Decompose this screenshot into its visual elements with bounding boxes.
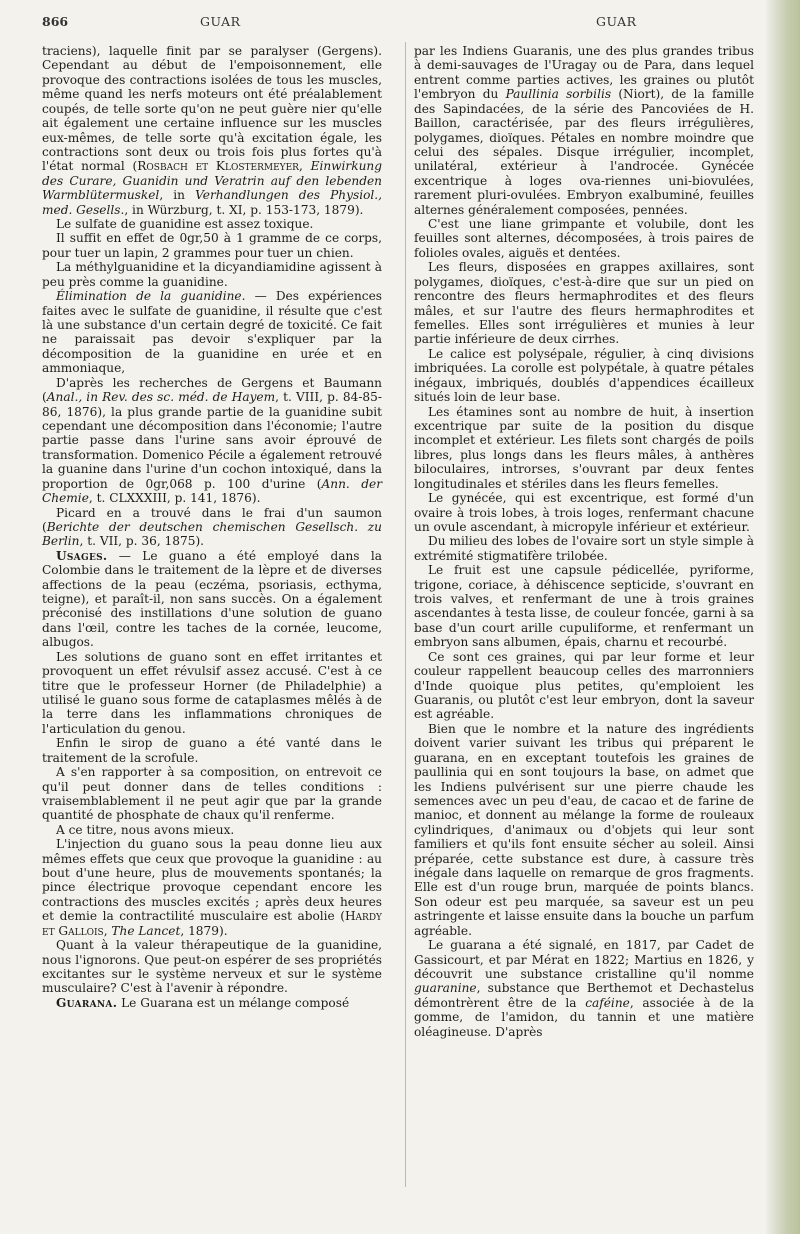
citation-title: Einwirkung des Curare, Guanidin und Veratrin auf den lebenden Warmblütermuskel xyxy=(42,159,383,203)
paragraph: Élimination de la guanidine. — Des expériences faites avec le sulfate de guanidine, il résulte que c'est là une substance d'un certain degré de toxicité. Ce fait ne paraissait pas devoir s'expliquer par la décomposition de la guanidine en urée et en ammoniaque, xyxy=(42,289,382,376)
paragraph: Enfin le sirop de guano a été vanté dans le traitement de la scrofule. xyxy=(42,736,382,765)
running-head-right: GUAR xyxy=(596,14,637,29)
entry-heading: Guarana. xyxy=(56,995,118,1010)
paragraph: La méthylguanidine et la dicyandiamidine agissent à peu près comme la guanidine. xyxy=(42,260,382,289)
paragraph: Il suffit en effet de 0gr,50 à 1 gramme de ce corps, pour tuer un lapin, 2 grammes pour tuer un chien. xyxy=(42,231,382,260)
paragraph: D'après les recherches de Gergens et Baumann (Anal., in Rev. des sc. méd. de Hayem, t. VIII, p. 84-85-86, 1876), la plus grande partie de la guanidine subit cependant une décomposition dans l'économie; l'autre partie passe dans l'urine sans avoir éprouvé de transformation. Domenico Pécile a également retrouvé la guanine dans l'urine d'un cochon intoxiqué, dans la proportion de 0gr,068 p. 100 d'urine (Ann. der Chemie, t. CLXXXIII, p. 141, 1876). xyxy=(42,375,382,506)
paragraph: traciens), laquelle finit par se paralyser (Gergens). Cependant au début de l'empoisonnement, elle provoque des contractions isolées de tous les muscles, même quand les nerfs moteurs ont été préalablement coupés, de telle sorte qu'on ne peut guère nier qu'elle ait également une certaine influence sur les muscles eux-mêmes, de telle sorte qu'à excitation égale, les contractions sont deux ou trois fois plus fortes qu'à l'état normal (Rosbach et Klostermeyer, Einwirkung des Curare, Guanidin und Veratrin auf den lebenden Warmblütermuskel, in Verhandlungen des Physiol., med. Gesells., in Würzburg, t. XI, p. 153-173, 1879). xyxy=(42,44,383,217)
paragraph: Le fruit est une capsule pédicellée, pyriforme, trigone, coriace, à déhiscence septicide, s'ouvrant en trois valves, et renfermant de une à trois graines ascendantes à testa lisse, de couleur foncée, garni à sa base d'un court arille cupuliforme, et renfermant un embryon sans albumen, épais, charnu et recourbé. xyxy=(414,563,754,650)
section-title: Élimination de la guanidine. xyxy=(56,289,246,304)
running-head-left: GUAR xyxy=(200,14,241,29)
paragraph: Bien que le nombre et la nature des ingrédients doivent varier suivant les tribus qui préparent le guarana, en en exceptant toutefois les graines de paullinia qui en sont toujours la base, on admet que les Indiens pulvérisent sur une pierre chaude les semences avec un peu d'eau, de cacao et de farine de manioc, et donnent au mélange la forme de rouleaux cylindriques, d'animaux ou d'objets qui leur sont familiers et qu'ils font ensuite sécher au soleil. Ainsi préparée, cette substance est dure, à cassure très inégale dans laquelle on remarque de gros fragments. Elle est d'un rouge brun, marquée de points blancs. Son odeur est peu marquée, sa saveur est un peu astringente et laisse ensuite dans la bouche un parfum agréable. xyxy=(414,721,754,938)
paragraph: Le guarana a été signalé, en 1817, par Cadet de Gassicourt, et par Mérat en 1822; Martius en 1826, y découvrit une substance cristalline qu'il nomme guaranine, substance que Berthemot et Dechastelus démontrèrent être de la caféine, associée à de la gomme, de l'amidon, du tannin et une matière oléagineuse. D'après xyxy=(414,938,754,1039)
paragraph: Les étamines sont au nombre de huit, à insertion excentrique par suite de la position du disque incomplet et extérieur. Les filets sont chargés de poils libres, plus longs dans les fleurs mâles, à anthères biloculaires, introrses, s'ouvrant par deux fentes longitudinales et stériles dans les fleurs femelles. xyxy=(414,404,754,491)
paragraph: C'est une liane grimpante et volubile, dont les feuilles sont alternes, décomposées, à trois paires de folioles ovales, aiguës et dentées. xyxy=(414,217,754,260)
paragraph: Picard en a trouvé dans le frai d'un saumon (Berichte der deutschen chemischen Gesellsch. zu Berlin, t. VII, p. 36, 1875). xyxy=(42,505,382,549)
paragraph: Guarana. Le Guarana est un mélange composé xyxy=(56,995,350,1010)
paragraph: par les Indiens Guaranis, une des plus grandes tribus à demi-sauvages de l'Uragay ou de Para, dans lequel entrent comme parties actives, les graines ou plutôt l'embryon du Paullinia sorbilis (Niort), de la famille des Sapindacées, de la série des Pancoviées de H. Baillon, caractérisée, par des fleurs irrégulières, polygames, dioïques. Pétales en nombre moindre que celui des sépales. Disque irrégulier, incomplet, unilatéral, extérieur à l'androcée. Gynécée excentrique à loges ova-riennes uni-biovulées, rarement pluri-ovulées. Embryon exalbuminé, feuilles alternes généralement composées, pennées. xyxy=(414,44,755,217)
paragraph: Quant à la valeur thérapeutique de la guanidine, nous l'ignorons. Que peut-on espérer de ses propriétés excitantes sur le système nerveux et sur le système musculaire? C'est à l'avenir à répondre. xyxy=(42,938,382,996)
paragraph: Les solutions de guano sont en effet irritantes et provoquent un effet révulsif assez accusé. C'est à ce titre que le professeur Horner (de Philadelphie) a utilisé le guano sous forme de cataplasmes mêlés à de la terre dans les inflammations chroniques de l'articulation du genou. xyxy=(42,649,382,736)
page-number: 866 xyxy=(42,14,69,29)
section-heading: Usages. xyxy=(56,548,108,563)
citation-journal: Berichte der deutschen chemischen Gesellsch. zu Berlin xyxy=(42,519,382,549)
paragraph: Le calice est polysépale, régulier, à cinq divisions imbriquées. La corolle est polypétale, à quatre pétales inégaux, imbriqués, doublés d'appendices écailleux situés loin de leur base. xyxy=(414,346,754,405)
citation-journal: Verhandlungen des Physiol., med. Gesells. xyxy=(42,188,382,217)
paragraph: Le gynécée, qui est excentrique, est formé d'un ovaire à trois lobes, à trois loges, renfermant chacune un ovule ascendant, à micropyle inférieur et extérieur. xyxy=(414,491,754,534)
paragraph: Les fleurs, disposées en grappes axillaires, sont polygames, dioïques, c'est-à-dire que sur un pied on rencontre des fleurs hermaphrodites et des fleurs mâles, et sur l'autre des fleurs hermaphrodites et femelles. Elles sont irrégulières et munies à leur partie inférieure de deux cirrhes. xyxy=(414,260,754,347)
author-name: Rosbach et Klostermeyer xyxy=(137,159,299,174)
chemical-term: caféine xyxy=(585,995,630,1010)
right-column xyxy=(414,44,754,1039)
paragraph: L'injection du guano sous la peau donne lieu aux mêmes effets que ceux que provoque la guanidine : au bout d'une heure, plus de mouvements spontanés; la pince électrique provoque cependant encore les contractions des muscles excités ; après deux heures et demie la contractilité musculaire est abolie (Hardy et Gallois, The Lancet, 1879). xyxy=(42,837,382,938)
left-column xyxy=(42,44,382,1010)
author-name: Hardy et Gallois xyxy=(42,909,382,938)
paragraph: Usages. — Le guano a été employé dans la Colombie dans le traitement de la lèpre et de diverses affections de la peau (eczéma, psoriasis, ecthyma, teigne), et paraît-il, non sans succès. On a également préconisé des instillations d'une solution de guano dans l'œil, contre les taches de la cornée, leucome, albugos. xyxy=(42,548,382,650)
taxon-name: Paullinia sorbilis xyxy=(505,87,612,102)
citation-journal: Anal., in Rev. des sc. méd. de Hayem xyxy=(46,390,276,405)
paragraph: Le sulfate de guanidine est assez toxique. xyxy=(56,217,314,232)
paragraph: Du milieu des lobes de l'ovaire sort un style simple à extrémité stigmatifère trilobée. xyxy=(414,534,754,563)
page-edge-shadow xyxy=(766,0,800,1234)
chemical-term: guaranine xyxy=(414,981,477,996)
paragraph: A ce titre, nous avons mieux. xyxy=(56,822,235,837)
paragraph: Ce sont ces graines, qui par leur forme et leur couleur rappellent beaucoup celles des marronniers d'Inde quoique plus petites, qu'emploient les Guaranis, ou plutôt c'est leur embryon, dont la saveur est agréable. xyxy=(414,649,754,722)
paragraph: A s'en rapporter à sa composition, on entrevoit ce qu'il peut donner dans de telles conditions : vraisemblablement il ne peut agir que par la grande quantité de phosphate de chaux qu'il renferme. xyxy=(42,765,382,823)
citation-journal: Ann. der Chemie xyxy=(42,476,382,506)
column-divider xyxy=(405,42,406,1187)
citation-journal: The Lancet xyxy=(111,923,181,938)
